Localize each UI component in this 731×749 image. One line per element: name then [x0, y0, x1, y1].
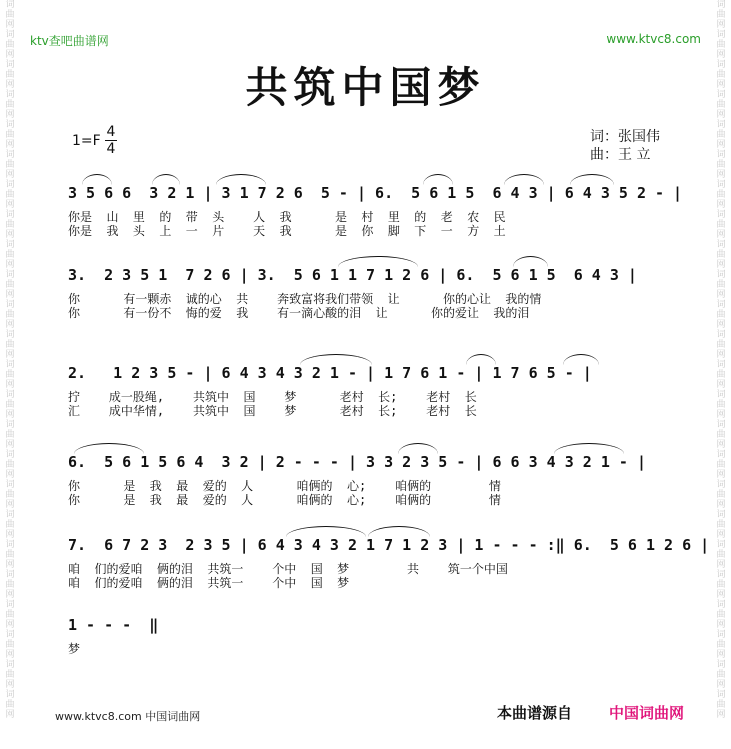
lyric-verse-2: 汇 成中华情, 共筑中 国 梦 老村 长; 老村 长 [68, 404, 477, 418]
notes-line: 3 5 6 6 3 2 1 | 3 1 7 2 6 5 - | 6. 5 6 1 5 6 4 3 | 6 4 3 5 2 - | [68, 184, 683, 202]
slur [286, 526, 366, 537]
notes-line: 3. 2 3 5 1 7 2 6 | 3. 5 6 1 1 7 1 2 6 | 6. 5 6 1 5 6 4 3 | [68, 266, 637, 284]
slur [504, 174, 544, 185]
lyricist: 词：张国伟 [590, 129, 660, 145]
slur [563, 354, 599, 365]
slur [554, 443, 624, 454]
slur [570, 174, 614, 185]
lyric-verse-2: 咱 们的爱咱 俩的泪 共筑一 个中 国 梦 [68, 576, 350, 590]
notes-line: 2. 1 2 3 5 - | 6 4 3 4 3 2 1 - | 1 7 6 1 - | 1 7 6 5 - | [68, 364, 592, 382]
slur [338, 256, 418, 267]
time-signature-bottom: 4 [106, 141, 116, 157]
slur [74, 443, 144, 454]
slur [368, 526, 430, 537]
lyric-verse-1: 咱 们的爱咱 俩的泪 共筑一 个中 国 梦 共 筑一个中国 [68, 562, 508, 576]
song-title: 共筑中国梦 [245, 63, 486, 112]
footer-source-label: 本曲谱源自 [497, 704, 573, 722]
credits [590, 128, 660, 164]
slur [398, 443, 438, 454]
notes-line: 1 - - - ‖ [68, 616, 159, 634]
notes-line: 6. 5 6 1 5 6 4 3 2 | 2 - - - | 3 3 2 3 5 - | 6 6 3 4 3 2 1 - | [68, 453, 646, 471]
lyric-verse-1: 拧 成一股绳, 共筑中 国 梦 老村 长; 老村 长 [68, 390, 477, 404]
key-signature: 1=F [72, 133, 101, 149]
composer: 曲：王 立 [590, 147, 651, 163]
lyric-verse-1: 梦 [68, 642, 81, 656]
lyric-verse-1: 你 有一颗赤 诚的心 共 奔致富将我们带领 让 你的心让 我的情 [68, 292, 542, 306]
site-url-right[interactable]: www.ktvc8.com [606, 32, 701, 46]
lyric-verse-1: 你 是 我 最 爱的 人 咱俩的 心; 咱俩的 情 [68, 479, 501, 493]
slur [300, 354, 372, 365]
watermark-left: 词曲网词曲网词曲网词曲网词曲网词曲网词曲网词曲网词曲网词曲网词曲网词曲网词曲网词曲网词曲网词曲网词曲网词曲网词曲网词曲网词曲网词曲网词曲网词曲网 [5, 0, 15, 720]
lyric-verse-2: 你是 我 头 上 一 片 天 我 是 你 脚 下 一 方 土 [68, 224, 506, 238]
lyric-verse-1: 你是 山 里 的 带 头 人 我 是 村 里 的 老 农 民 [68, 210, 506, 224]
slur [466, 354, 496, 365]
slur [152, 174, 180, 185]
slur [423, 174, 453, 185]
slur [82, 174, 112, 185]
lyric-verse-2: 你 有一份不 悔的爱 我 有一滴心酸的泪 让 你的爱让 我的泪 [68, 306, 530, 320]
slur [216, 174, 266, 185]
watermark-right: 词曲网词曲网词曲网词曲网词曲网词曲网词曲网词曲网词曲网词曲网词曲网词曲网词曲网词曲网词曲网词曲网词曲网词曲网词曲网词曲网词曲网词曲网词曲网词曲网 [716, 0, 726, 720]
footer-source-site[interactable]: 中国词曲网 [609, 704, 685, 722]
time-signature [105, 124, 117, 157]
time-signature-top: 4 [106, 124, 116, 140]
notes-line: 7. 6 7 2 3 2 3 5 | 6 4 3 4 3 2 1 7 1 2 3 | 1 - - - :‖ 6. 5 6 1 2 6 | [68, 536, 710, 554]
lyric-verse-2: 你 是 我 最 爱的 人 咱俩的 心; 咱俩的 情 [68, 493, 501, 507]
footer-site[interactable]: www.ktvc8.com 中国词曲网 [55, 710, 201, 723]
site-name-left[interactable]: ktv查吧曲谱网 [30, 34, 109, 48]
slur [513, 256, 548, 267]
